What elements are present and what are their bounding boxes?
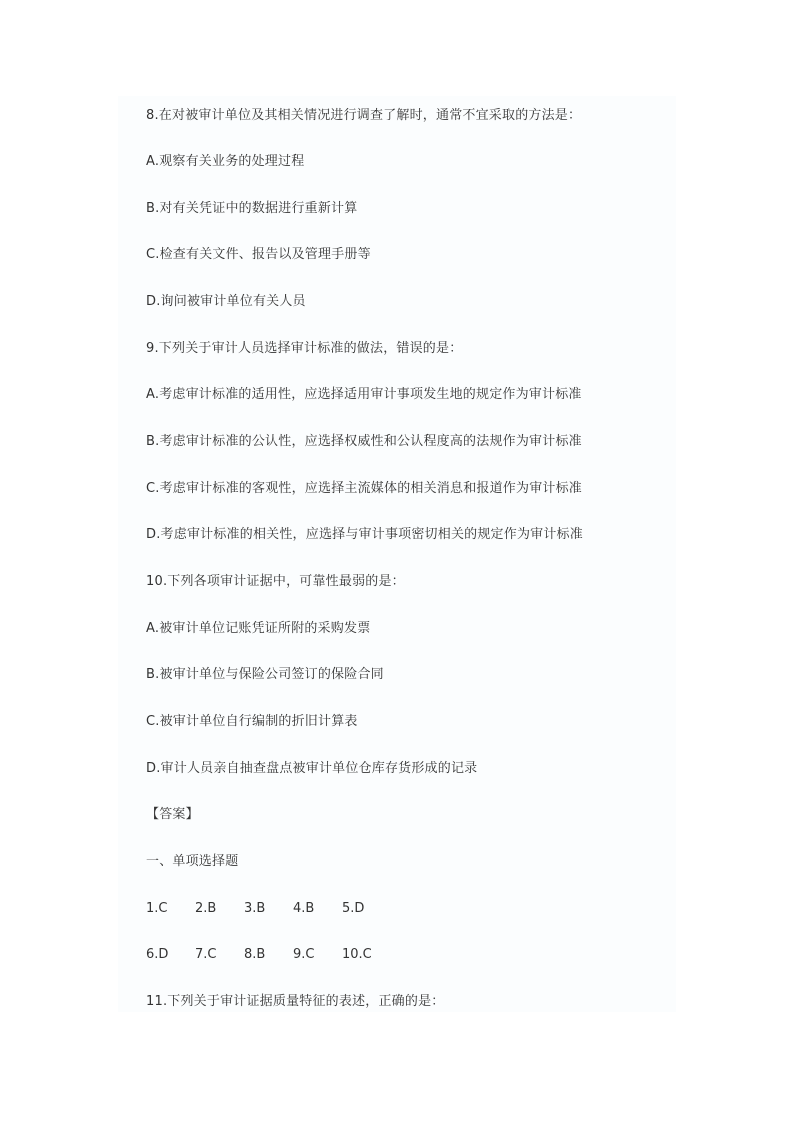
answers-row-2 xyxy=(146,947,391,963)
question-8: 8.在对被审计单位及其相关情况进行调查了解时，通常不宜采取的方法是： xyxy=(146,108,582,123)
answer-item: 3.B xyxy=(244,901,266,916)
question-11: 11.下列关于审计证据质量特征的表述，正确的是： xyxy=(146,994,445,1009)
question-8-option-b: B.对有关凭证中的数据进行重新计算 xyxy=(146,201,358,216)
section-heading: 一、单项选择题 xyxy=(146,854,239,869)
question-10: 10.下列各项审计证据中，可靠性最弱的是： xyxy=(146,574,405,589)
answer-item: 9.C xyxy=(293,947,315,962)
answer-item: 5.D xyxy=(342,901,365,916)
answer-item: 4.B xyxy=(293,901,315,916)
question-9-option-a: A.考虑审计标准的适用性，应选择适用审计事项发生地的规定作为审计标准 xyxy=(146,387,582,402)
answers-row-1 xyxy=(146,901,391,917)
question-9-option-d: D.考虑审计标准的相关性，应选择与审计事项密切相关的规定作为审计标准 xyxy=(146,527,583,542)
question-10-option-c: C.被审计单位自行编制的折旧计算表 xyxy=(146,714,358,729)
question-10-option-d: D.审计人员亲自抽查盘点被审计单位仓库存货形成的记录 xyxy=(146,761,478,776)
question-8-option-d: D.询问被审计单位有关人员 xyxy=(146,294,306,309)
answer-item: 10.C xyxy=(342,947,372,962)
question-8-option-a: A.观察有关业务的处理过程 xyxy=(146,154,305,169)
answer-item: 2.B xyxy=(195,901,217,916)
question-9-option-c: C.考虑审计标准的客观性，应选择主流媒体的相关消息和报道作为审计标准 xyxy=(146,481,583,496)
answer-item: 8.B xyxy=(244,947,266,962)
question-10-option-a: A.被审计单位记账凭证所附的采购发票 xyxy=(146,621,371,636)
answer-item: 6.D xyxy=(146,947,169,962)
question-9-option-b: B.考虑审计标准的公认性，应选择权威性和公认程度高的法规作为审计标准 xyxy=(146,434,582,449)
question-10-option-b: B.被审计单位与保险公司签订的保险合同 xyxy=(146,667,384,682)
answer-item: 7.C xyxy=(195,947,217,962)
question-9: 9.下列关于审计人员选择审计标准的做法，错误的是： xyxy=(146,341,463,356)
answer-item: 1.C xyxy=(146,901,168,916)
answer-heading: 【答案】 xyxy=(146,807,199,822)
content-panel xyxy=(118,96,676,1012)
question-8-option-c: C.检查有关文件、报告以及管理手册等 xyxy=(146,247,371,262)
